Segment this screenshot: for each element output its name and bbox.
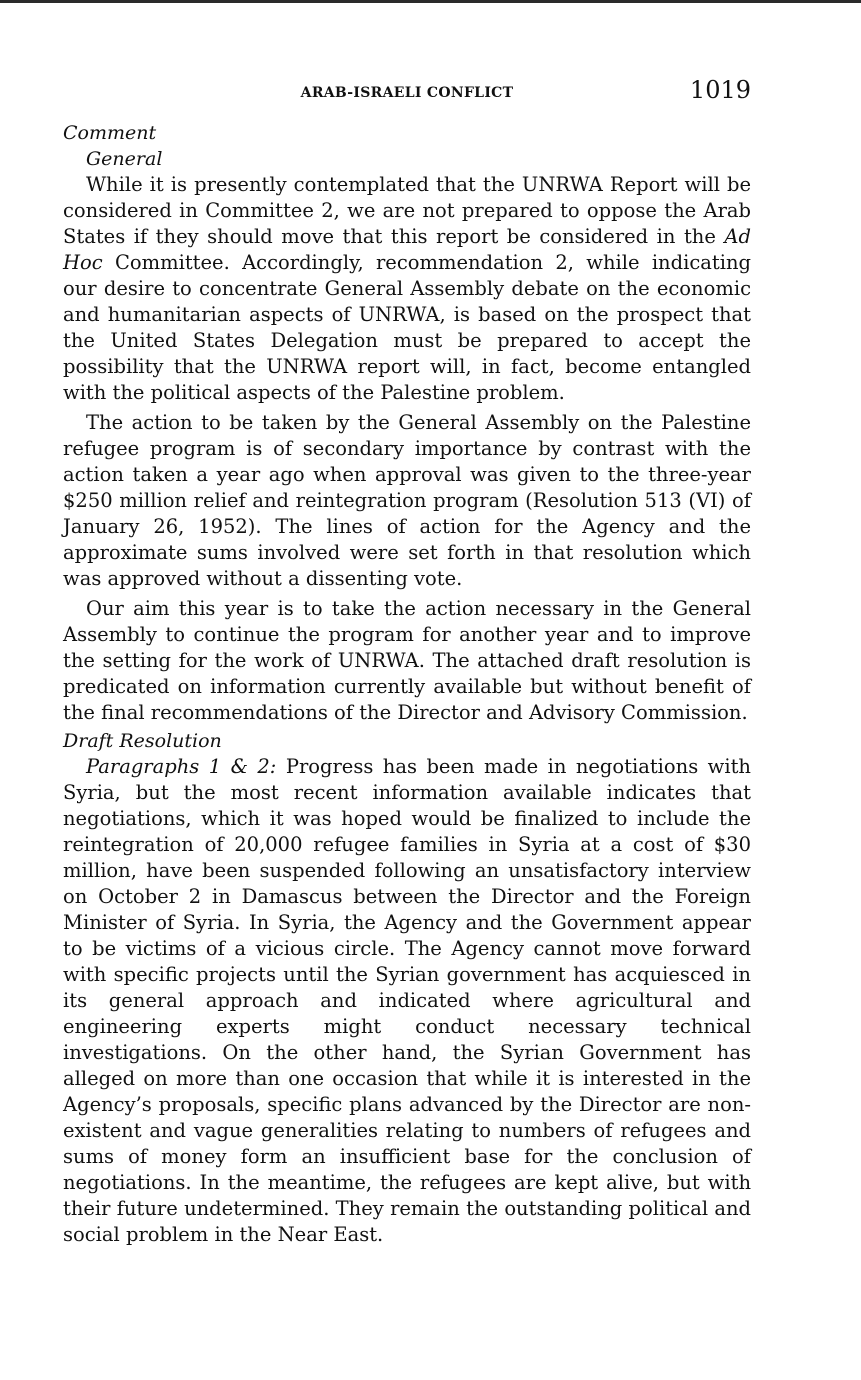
comment-heading: Comment — [63, 122, 157, 144]
draft-resolution-paragraph — [63, 754, 751, 1248]
running-head — [63, 76, 751, 106]
comment-paragraph-1-text-b: Committee. Accordingly, recommendation 2, while indicating our desire to concentrate General Assembly debate on the economic and humanitarian aspects of UNRWA, is based on the prospect that the United States Delegation must be prepared to accept the possibility that the UNRWA report will, in fact, become entangled with the political aspects of the Palestine problem. — [63, 251, 751, 404]
comment-paragraph-3: Our aim this year is to take the action necessary in the General Assembly to continue the program for another year and to improve the setting for the work of UNRWA. The attached draft resolution is predicated on information currently available but without benefit of the final recommendations of the Director and Advisory Commission. — [63, 597, 751, 724]
document-body — [63, 120, 751, 1248]
draft-resolution-paragraph-text: Progress has been made in negotiations with Syria, but the most recent information available indicates that negotiations, which it was hoped would be finalized to include the reintegration of 20,000 refugee families in Syria at a cost of $30 million, have been suspended following an unsatisfactory interview on October 2 in Damascus between the Director and the Foreign Minister of Syria. In Syria, the Agency and the Government appear to be victims of a vicious circle. The Agency cannot move forward with specific projects until the Syrian government has acquiesced in its general approach and indicated where agricultural and engineering experts might conduct necessary technical investigations. On the other hand, the Syrian Government has alleged on more than one occasion that while it is interested in the Agency’s proposals, specific plans advanced by the Director are non-existent and vague generalities relating to numbers of refugees and sums of money form an insufficient base for the conclusion of negotiations. In the meantime, the refugees are kept alive, but with their future undetermined. They remain the outstanding political and social problem in the Near East. — [63, 755, 751, 1246]
comment-paragraph-1-text-a: While it is presently contemplated that the UNRWA Report will be considered in Committee 2, we are not prepared to oppose the Arab States if they should move that this report be considered in the — [63, 173, 751, 248]
draft-resolution-heading: Draft Resolution — [63, 730, 222, 752]
ad-hoc-italic: Ad Hoc — [63, 225, 751, 274]
comment-paragraph-2: The action to be taken by the General Assembly on the Palestine refugee program is of secondary importance by contrast with the action taken a year ago when approval was given to the three-year $250 million relief and reintegration program (Resolution 513 (VI) of January 26, 1952). The lines of action for the Agency and the approximate sums involved were set forth in that resolution which was approved without a dissenting vote. — [63, 411, 751, 590]
page-top-edge — [0, 0, 861, 3]
page-number: 1019 — [689, 76, 751, 104]
running-title: ARAB-ISRAELI CONFLICT — [300, 85, 514, 101]
comment-paragraph-1 — [63, 172, 751, 406]
general-subheading: General — [86, 148, 163, 170]
paragraphs-lead-in: Paragraphs 1 & 2: — [86, 755, 277, 778]
